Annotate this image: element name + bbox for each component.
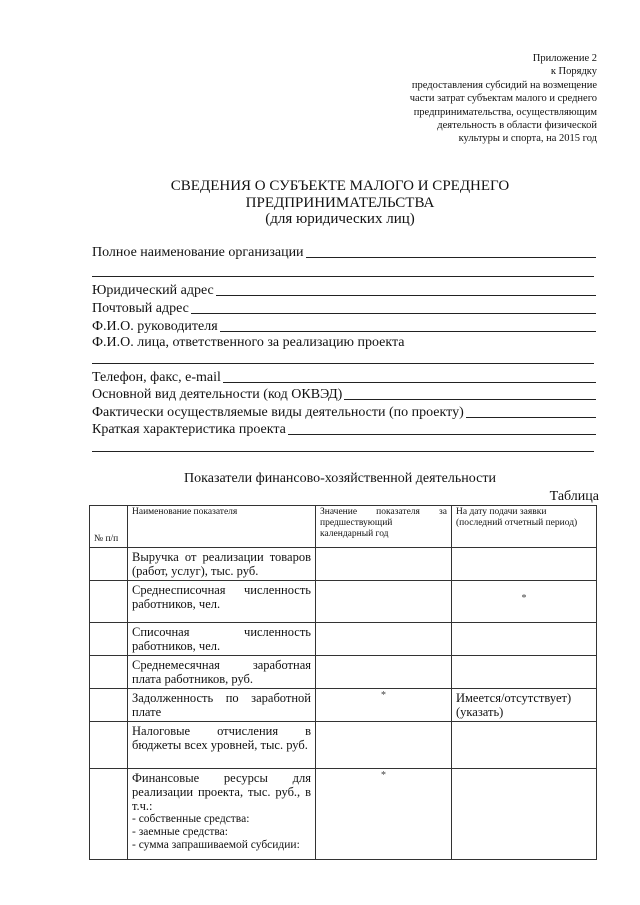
previous-year-cell[interactable]: [316, 581, 452, 623]
previous-year-cell[interactable]: [316, 548, 452, 581]
table-row: [90, 769, 597, 860]
full-name-line-2[interactable]: [92, 276, 594, 277]
full-name-line[interactable]: [306, 256, 596, 258]
table-heading: Показатели финансово-хозяйственной деятельности: [184, 471, 496, 486]
previous-year-cell[interactable]: *: [316, 689, 452, 722]
previous-year-cell[interactable]: [316, 656, 452, 689]
table-row: [90, 581, 597, 623]
application-date-cell[interactable]: [452, 623, 597, 656]
responsible-line[interactable]: [92, 363, 594, 364]
header-num: № п/п: [90, 506, 128, 548]
title-line-2: ПРЕДПРИНИМАТЕЛЬСТВА: [245, 194, 435, 211]
actual-activity-field[interactable]: [92, 404, 596, 421]
header-application-date: На дату подачи заявки (последний отчетный период): [452, 506, 597, 548]
financial-indicators-table: [89, 505, 597, 860]
previous-year-cell[interactable]: [316, 623, 452, 656]
project-summary-line[interactable]: [288, 433, 596, 435]
table-row: [90, 656, 597, 689]
responsible-label: Ф.И.О. лица, ответственного за реализацию проекта: [92, 335, 405, 350]
appendix-line: предпринимательства, осуществляющим: [413, 106, 597, 118]
sub-item-subsidy-amount: - сумма запрашиваемой субсидии:: [132, 839, 300, 851]
row-num-cell[interactable]: [90, 623, 128, 656]
header-previous-year: Значение показателя за предшествующий календарный год: [316, 506, 452, 548]
indicator-cell: Выручка от реализации товаров (работ, услуг), тыс. руб.: [128, 548, 316, 581]
title-line-3: (для юридических лиц): [265, 211, 415, 227]
application-date-cell[interactable]: *: [452, 581, 597, 623]
sub-item-own-funds: - собственные средства:: [132, 813, 250, 825]
responsible-field: [92, 334, 596, 351]
previous-year-cell[interactable]: [316, 722, 452, 769]
sub-item-borrowed-funds: - заемные средства:: [132, 826, 228, 838]
application-date-cell[interactable]: [452, 722, 597, 769]
appendix-line: части затрат субъектам малого и среднего: [409, 93, 597, 105]
postal-address-label: Почтовый адрес: [92, 301, 189, 316]
legal-address-label: Юридический адрес: [92, 283, 214, 298]
indicator-cell: Среднесписочная численность работников, чел.: [128, 581, 316, 623]
appendix-line: культуры и спорта, на 2015 год: [458, 133, 597, 145]
project-summary-label: Краткая характеристика проекта: [92, 422, 286, 437]
table-header-row: [90, 506, 597, 548]
row-num-cell[interactable]: [90, 689, 128, 722]
application-date-cell[interactable]: [452, 548, 597, 581]
application-date-cell[interactable]: Имеется/отсутствует) (указать): [452, 689, 597, 722]
row-num-cell[interactable]: [90, 722, 128, 769]
legal-address-field[interactable]: [92, 282, 596, 299]
row-num-cell[interactable]: [90, 769, 128, 860]
indicator-cell: Списочная численность работников, чел.: [128, 623, 316, 656]
main-activity-line[interactable]: [344, 398, 596, 400]
row-num-cell[interactable]: [90, 548, 128, 581]
table-row: [90, 623, 597, 656]
full-name-field[interactable]: [92, 244, 596, 261]
appendix-line: предоставления субсидий на возмещение: [411, 79, 597, 91]
contacts-line[interactable]: [223, 381, 596, 383]
table-row: [90, 689, 597, 722]
appendix-line: Приложение 2: [532, 53, 597, 64]
actual-activity-line[interactable]: [466, 416, 596, 418]
table-row: [90, 548, 597, 581]
director-field[interactable]: [92, 318, 596, 335]
row-num-cell[interactable]: [90, 581, 128, 623]
appendix-line: деятельность в области физической: [437, 120, 597, 132]
project-summary-field[interactable]: [92, 421, 596, 438]
director-line[interactable]: [220, 330, 596, 332]
postal-address-line[interactable]: [191, 312, 596, 314]
application-date-cell[interactable]: [452, 656, 597, 689]
actual-activity-label: Фактически осуществляемые виды деятельности (по проекту): [92, 405, 464, 420]
appendix-block: [367, 52, 597, 146]
indicator-cell: [128, 769, 316, 860]
document-title: [90, 178, 590, 228]
header-indicator: Наименование показателя: [128, 506, 316, 548]
title-line-1: СВЕДЕНИЯ О СУБЪЕКТЕ МАЛОГО И СРЕДНЕГО: [170, 178, 510, 194]
indicator-cell: Среднемесячная заработная плата работников, руб.: [128, 656, 316, 689]
row-num-cell[interactable]: [90, 656, 128, 689]
project-summary-line-2[interactable]: [92, 451, 594, 452]
table-row: [90, 722, 597, 769]
indicator-cell: Налоговые отчисления в бюджеты всех уровней, тыс. руб.: [128, 722, 316, 769]
previous-year-cell[interactable]: *: [316, 769, 452, 860]
financial-resources-label: Финансовые ресурсы для реализации проекта, тыс. руб., в т.ч.:: [132, 771, 311, 813]
main-activity-label: Основной вид деятельности (код ОКВЭД): [92, 387, 343, 402]
contacts-label: Телефон, факс, e-mail: [92, 370, 221, 385]
table-caption: Таблица: [549, 489, 599, 504]
full-name-label: Полное наименование организации: [92, 245, 304, 260]
postal-address-field[interactable]: [92, 300, 596, 317]
main-activity-field[interactable]: [92, 386, 596, 403]
appendix-line: к Порядку: [550, 66, 597, 78]
legal-address-line[interactable]: [216, 294, 596, 296]
indicator-cell: Задолженность по заработной плате: [128, 689, 316, 722]
director-label: Ф.И.О. руководителя: [92, 319, 218, 334]
contacts-field[interactable]: [92, 369, 596, 386]
application-date-cell[interactable]: [452, 769, 597, 860]
